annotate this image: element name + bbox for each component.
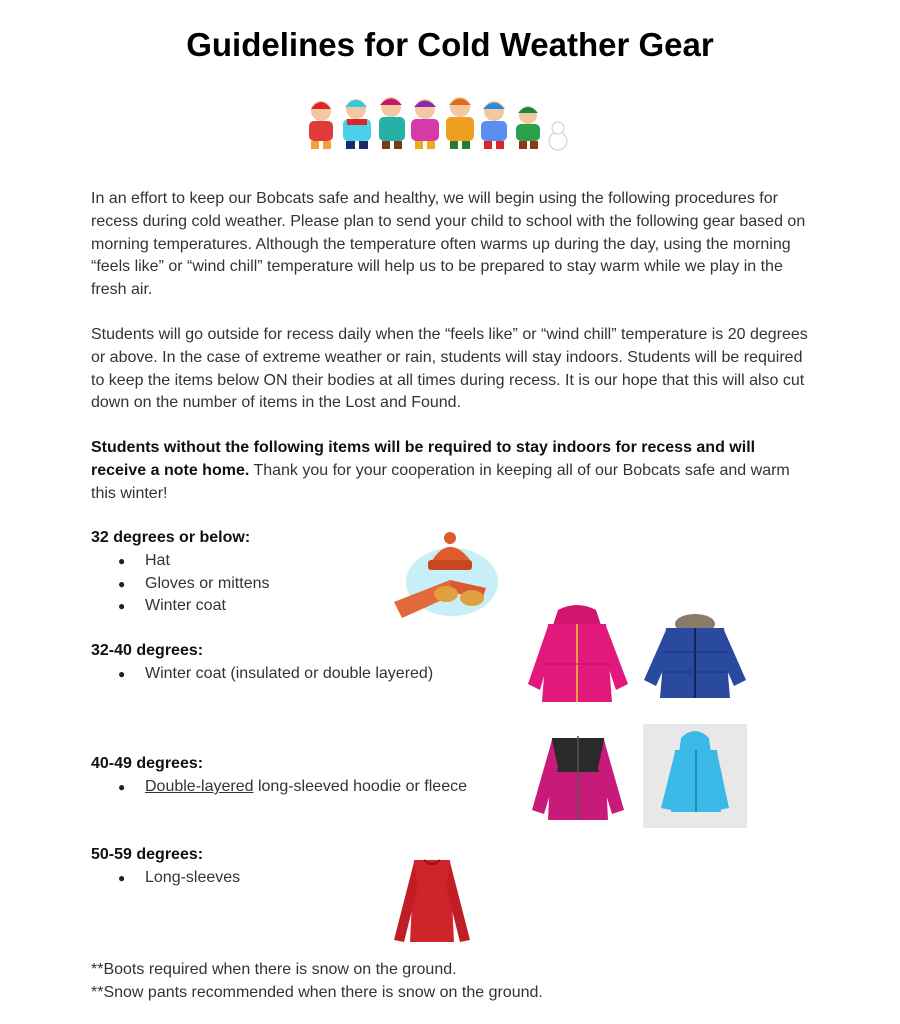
intro-paragraph: In an effort to keep our Bobcats safe and healthy, we will begin using the following procedures for recess during cold weather. Please plan to send your child to school with the following gear based on morning temperatures. Although the temperature often warms up during the day, using the morning “feels like” or “wind chill” temperature will help us to be prepared to stay warm while we play in the fresh air.	[91, 190, 806, 299]
snow-pants-note: **Snow pants recommended when there is snow on the ground.	[91, 984, 543, 1001]
gear-list-50-59	[118, 867, 240, 890]
blue-hoodie-image	[643, 724, 747, 828]
snowman	[549, 122, 567, 150]
section-heading-40-49: 40-49 degrees:	[91, 755, 204, 772]
child-figure-1	[309, 101, 333, 149]
requirement-text: Thank you for your cooperation in keeping all of our Bobcats safe and warm this winter!	[91, 461, 790, 502]
hat-scarf-mittens-clipart	[390, 530, 502, 622]
list-item	[118, 776, 467, 799]
list-item: ● Hat	[118, 550, 269, 573]
policy-paragraph: Students will go outside for recess daily when the “feels like” or “wind chill” temperature is 20 degrees or above. In the case of extreme weather or rain, students will stay indoors. Students will be required to keep the items below ON their bodies at all times during recess. It is our hope that this will also cut down on the number of items in the Lost and Found.	[91, 326, 808, 412]
child-figure-7	[516, 106, 540, 149]
child-figure-4	[411, 99, 439, 149]
child-figure-6	[481, 101, 507, 149]
requirement-paragraph	[91, 437, 811, 505]
gear-list-40-49	[118, 776, 467, 799]
double-layered-text: Double-layered	[145, 778, 254, 795]
hoodie-fleece-text: long-sleeved hoodie or fleece	[253, 778, 467, 795]
boots-note: **Boots required when there is snow on the ground.	[91, 961, 457, 978]
list-item: ● Winter coat	[118, 595, 269, 618]
child-figure-2	[343, 99, 371, 149]
gear-list-32-40	[118, 663, 433, 686]
blue-winter-jacket-image	[640, 612, 750, 702]
section-heading-32-40: 32-40 degrees:	[91, 642, 204, 659]
section-heading-32-or-below: 32 degrees or below:	[91, 529, 251, 546]
section-heading-50-59: 50-59 degrees:	[91, 846, 204, 863]
list-item: ● Winter coat (insulated or double layered)	[118, 663, 433, 686]
children-in-winter-clothes-clipart	[303, 95, 573, 153]
list-item: ● Long-sleeves	[118, 867, 240, 890]
red-long-sleeve-shirt-image	[390, 856, 474, 944]
pink-winter-jacket-image	[520, 604, 635, 708]
child-figure-5	[446, 97, 474, 149]
child-figure-3	[379, 97, 405, 149]
pink-black-fleece-image	[528, 728, 628, 824]
gear-list-32-or-below	[118, 550, 269, 618]
page-title: Guidelines for Cold Weather Gear	[186, 26, 714, 63]
requirement-bold-text: Students without the following items will be required to stay indoors for recess and will receive a note home.	[91, 439, 756, 479]
list-item: ● Gloves or mittens	[118, 573, 269, 596]
